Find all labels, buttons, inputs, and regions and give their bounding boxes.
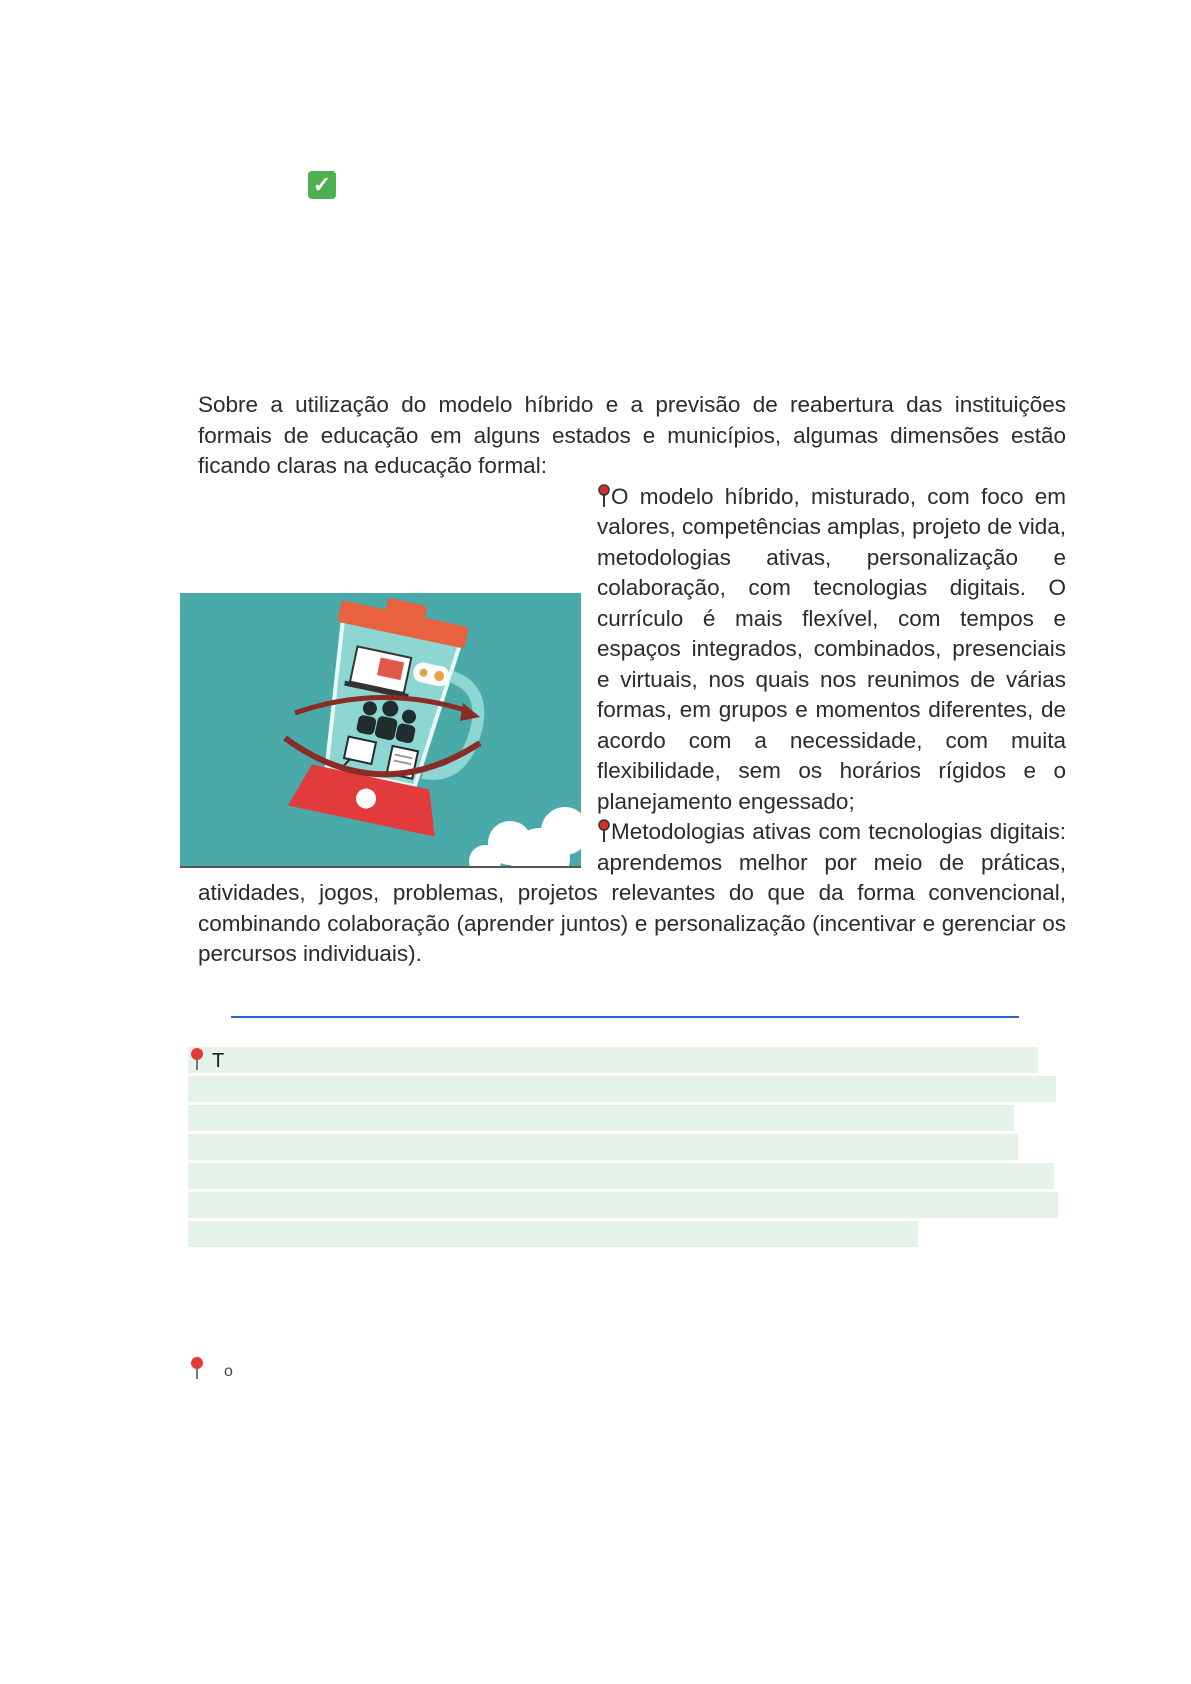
pushpin-icon [597,819,611,843]
blender-illustration [180,593,581,868]
highlighted-text-block [188,1047,1048,1250]
highlight-line [188,1076,1056,1102]
bottom-list-item [188,1356,233,1384]
highlight-line [188,1221,918,1247]
bottom-item-text: o [224,1363,233,1380]
article-point-2-text: Metodologias ativas com tecnologias digitais: aprendemos melhor por meio de práticas, atividades, jogos, problemas, projetos relevantes do que da forma convencional, combinando colaboração (aprender juntos) e personalização (incentivar e gerenciar os percursos individuais). [198,819,1066,966]
round-pushpin-icon [188,1356,206,1380]
article-intro: Sobre a utilização do modelo híbrido e a previsão de reabertura das instituições formais de educação em alguns estados e municípios, algumas dimensões estão ficando claras na educação formal: [198,392,1066,478]
highlight-line [188,1105,1014,1131]
check-mark-icon: ✓ [308,171,336,199]
pushpin-icon [597,484,611,508]
round-pushpin-icon [188,1047,206,1071]
article-point-1-text: O modelo híbrido, misturado, com foco em valores, competências amplas, projeto de vida, metodologias ativas, personalização e colaboração, com tecnologias digitais. O currículo é mais flexível, com tempos e espaços integrados, combinados, presenciais e virtuais, nos quais nos reunimos de várias formas, em grupos e momentos diferentes, de acordo com a necessidade, com muita flexibilidade, sem os horários rígidos e o planejamento engessado; [597,483,1066,814]
highlight-line [188,1047,1038,1073]
highlight-line [188,1192,1058,1218]
highlight-line [188,1134,1018,1160]
link-underline-divider [231,1016,1019,1018]
article-body [198,390,1066,970]
highlight-first-text: T [212,1050,225,1072]
highlight-line [188,1163,1054,1189]
